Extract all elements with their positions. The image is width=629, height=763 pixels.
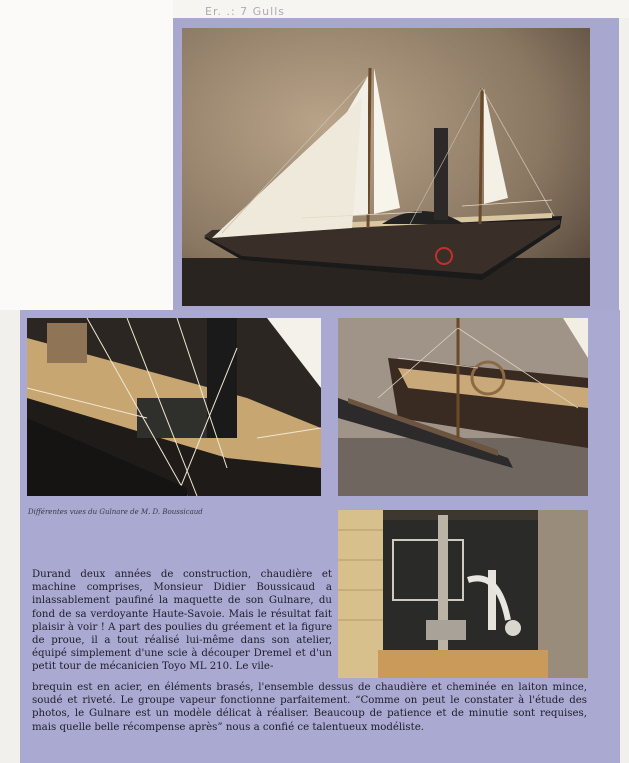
bow-detail-photo bbox=[338, 318, 588, 496]
steam-engine-photo bbox=[338, 510, 588, 678]
article-paragraph-narrow: Durand deux années de construction, chaudière et machine comprises, Monsieur Didier Boussicaud a inlassablement paufiné la maquette de son Gulnare, du fond de sa verdoyante Haute-Savoie. Mais le résultat fait plaisir à voir ! A part des poulies du gréement et la figure de proue, il a tout réalisé lui-même dans son atelier, équipé simplement d'une scie à découper Dremel et d'un petit tour de mécanicien Toyo ML 210. Le vile- bbox=[32, 569, 332, 673]
deck-detail-photo bbox=[27, 318, 321, 496]
ship-model-photo bbox=[182, 28, 590, 306]
photo-caption: Différentes vues du Gulnare de M. D. Boussicaud bbox=[28, 508, 203, 516]
handwritten-note: Er. .: 7 Gulls bbox=[205, 5, 285, 18]
blank-paper-area bbox=[0, 0, 173, 310]
article-paragraph-wide: brequin est en acier, en éléments brasés, l'ensemble dessus de chaudière et cheminée en laiton mince, soudé et riveté. Le groupe vapeur fonctionne parfaitement. “Comme on peut le constater à l'étude des photos, le Gulnare est un modèle délicat à réaliser. Beaucoup de patience et de minutie sont requises, mais quelle belle récompense après” nous a confié ce talentueux modéliste. bbox=[32, 682, 587, 733]
